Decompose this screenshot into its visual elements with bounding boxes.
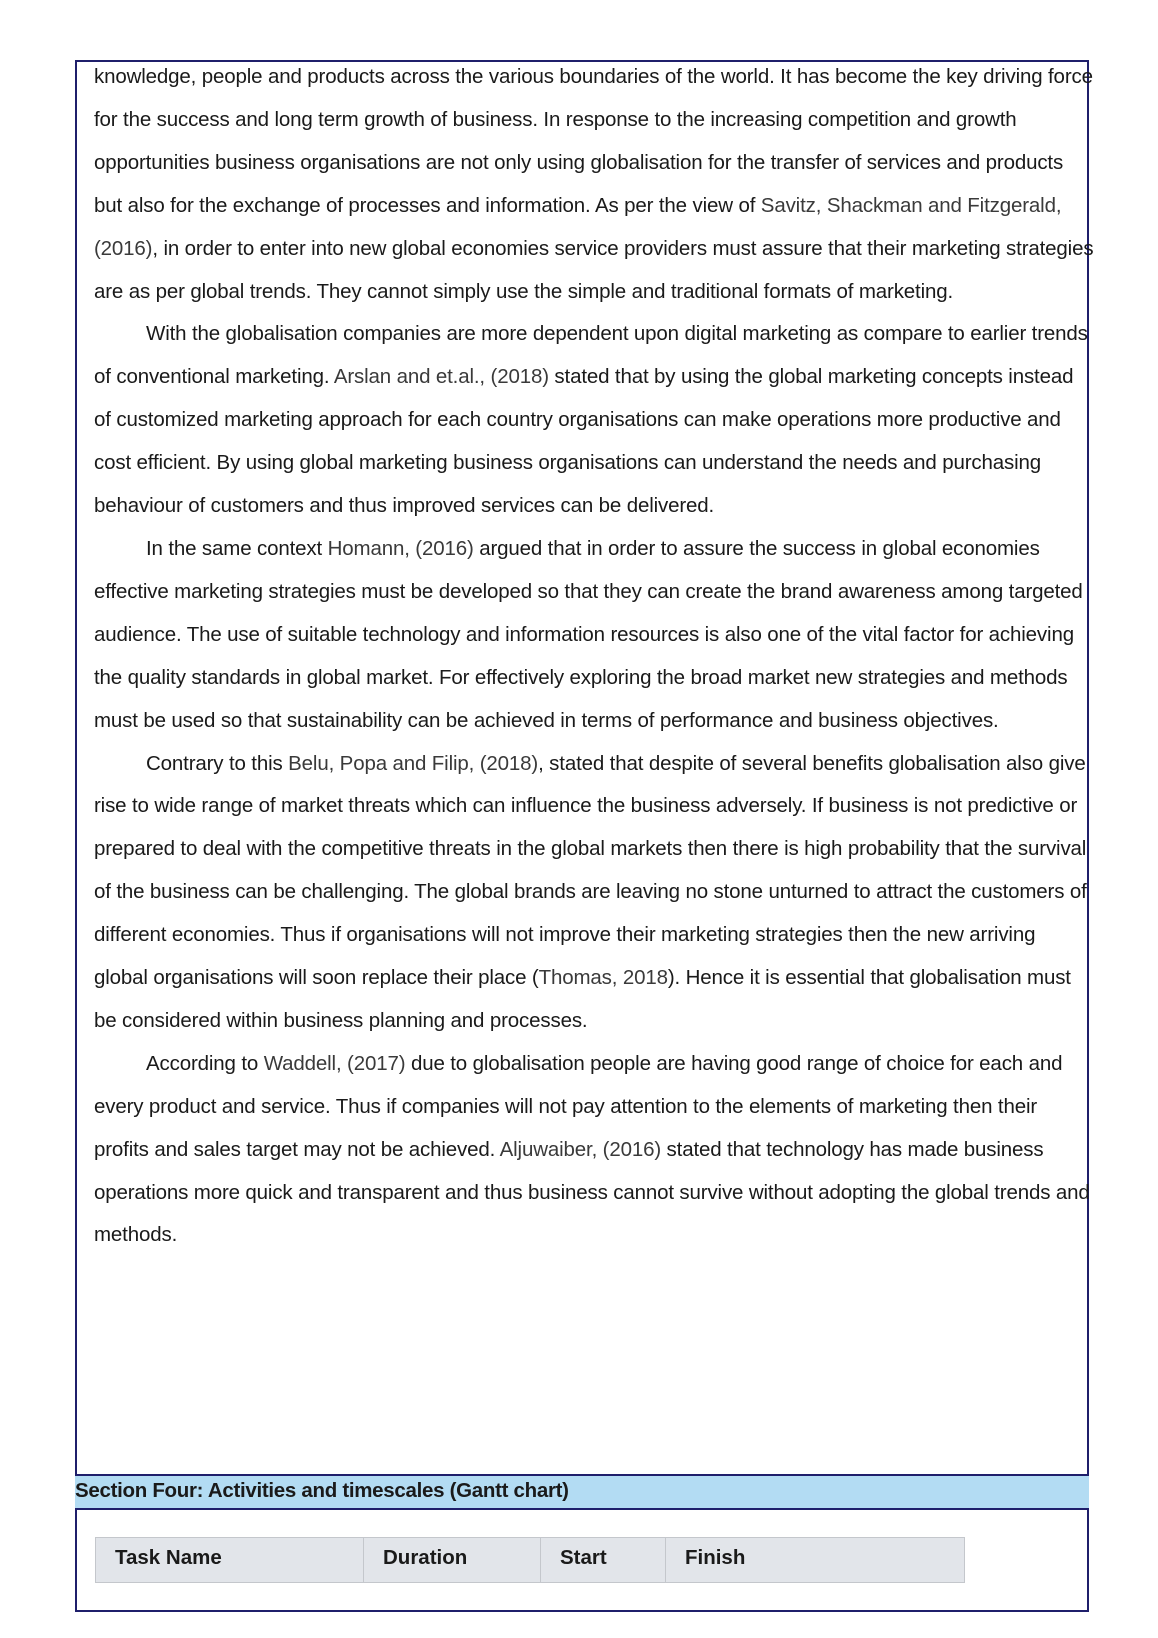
task-name-header: Task Name <box>96 1538 364 1583</box>
start-header: Start <box>541 1538 666 1583</box>
paragraph-text: due to globalisation people are having good range of choice for each and every product and service. Thus if companies will not pay attention to the elements of marketing then their profits and sales target may not be achieved. <box>94 1051 1063 1161</box>
citation: Homann, (2016) <box>327 536 474 560</box>
citation: Belu, Popa and Filip, (2018) <box>288 751 539 775</box>
paragraph-text: ). Hence it is essential that globalisation must be considered within business planning and processes. <box>94 966 1071 1032</box>
paragraph-text: Contrary to this <box>146 751 289 775</box>
paragraph <box>94 56 1094 313</box>
finish-header: Finish <box>666 1538 965 1583</box>
citation: Arslan and et.al., (2018) <box>333 365 549 389</box>
citation: Thomas, 2018 <box>538 966 668 990</box>
table-header-row <box>96 1538 965 1583</box>
paragraph <box>94 313 1094 528</box>
gantt-table <box>95 1537 965 1583</box>
duration-header: Duration <box>364 1538 541 1583</box>
paragraph-text: knowledge, people and products across the various boundaries of the world. It has become the key driving force for the success and long term growth of business. In response to the increasing competition and growth opportunities business organisations are not only using globalisation for the transfer of services and products but also for the exchange of processes and information. As per the view of <box>94 65 1093 217</box>
paragraph-text: argued that in order to assure the success in global economies effective marketing strategies must be developed so that they can create the brand awareness among targeted audience. The use of suitable technology and information resources is also one of the vital factor for achieving the quality standards in global market. For effectively exploring the broad market new strategies and methods must be used so that sustainability can be achieved in terms of performance and business objectives. <box>94 536 1083 732</box>
citation: Savitz, Shackman and Fitzgerald, (2016) <box>94 193 1062 260</box>
paragraph-text: , in order to enter into new global economies service providers must assure that their marketing strategies are as per global trends. They cannot simply use the simple and traditional formats of marketing. <box>94 236 1094 303</box>
paragraph-text: stated that technology has made business operations more quick and transparent and thus business cannot survive without adopting the global trends and methods. <box>94 1137 1090 1247</box>
paragraph-text: According to <box>146 1051 264 1075</box>
paragraph-text: , stated that despite of several benefits globalisation also give rise to wide range of market threats which can influence the business adversely. If business is not predictive or prepared to deal with the competitive threats in the global markets then there is high probability that the survival of the business can be challenging. The global brands are leaving no stone unturned to attract the customers of different economies. Thus if organisations will not improve their marketing strategies then the new arriving global organisations will soon replace their place ( <box>94 751 1087 990</box>
paragraph <box>94 1043 1094 1258</box>
citation: Aljuwaiber, (2016) <box>499 1137 662 1161</box>
citation: Waddell, (2017) <box>263 1051 406 1075</box>
body-text <box>94 56 1094 1257</box>
paragraph <box>94 528 1094 743</box>
section-title: Section Four: Activities and timescales (Gantt chart) <box>75 1479 569 1502</box>
paragraph-text: In the same context <box>146 536 328 560</box>
paragraph-text: stated that by using the global marketing concepts instead of customized marketing approach for each country organisations can make operations more productive and cost efficient. By using global marketing business organisations can understand the needs and purchasing behaviour of customers and thus improved services can be delivered. <box>94 365 1074 518</box>
paragraph-text: With the globalisation companies are more dependent upon digital marketing as compare to earlier trends of conventional marketing. <box>94 322 1088 389</box>
paragraph <box>94 743 1094 1043</box>
